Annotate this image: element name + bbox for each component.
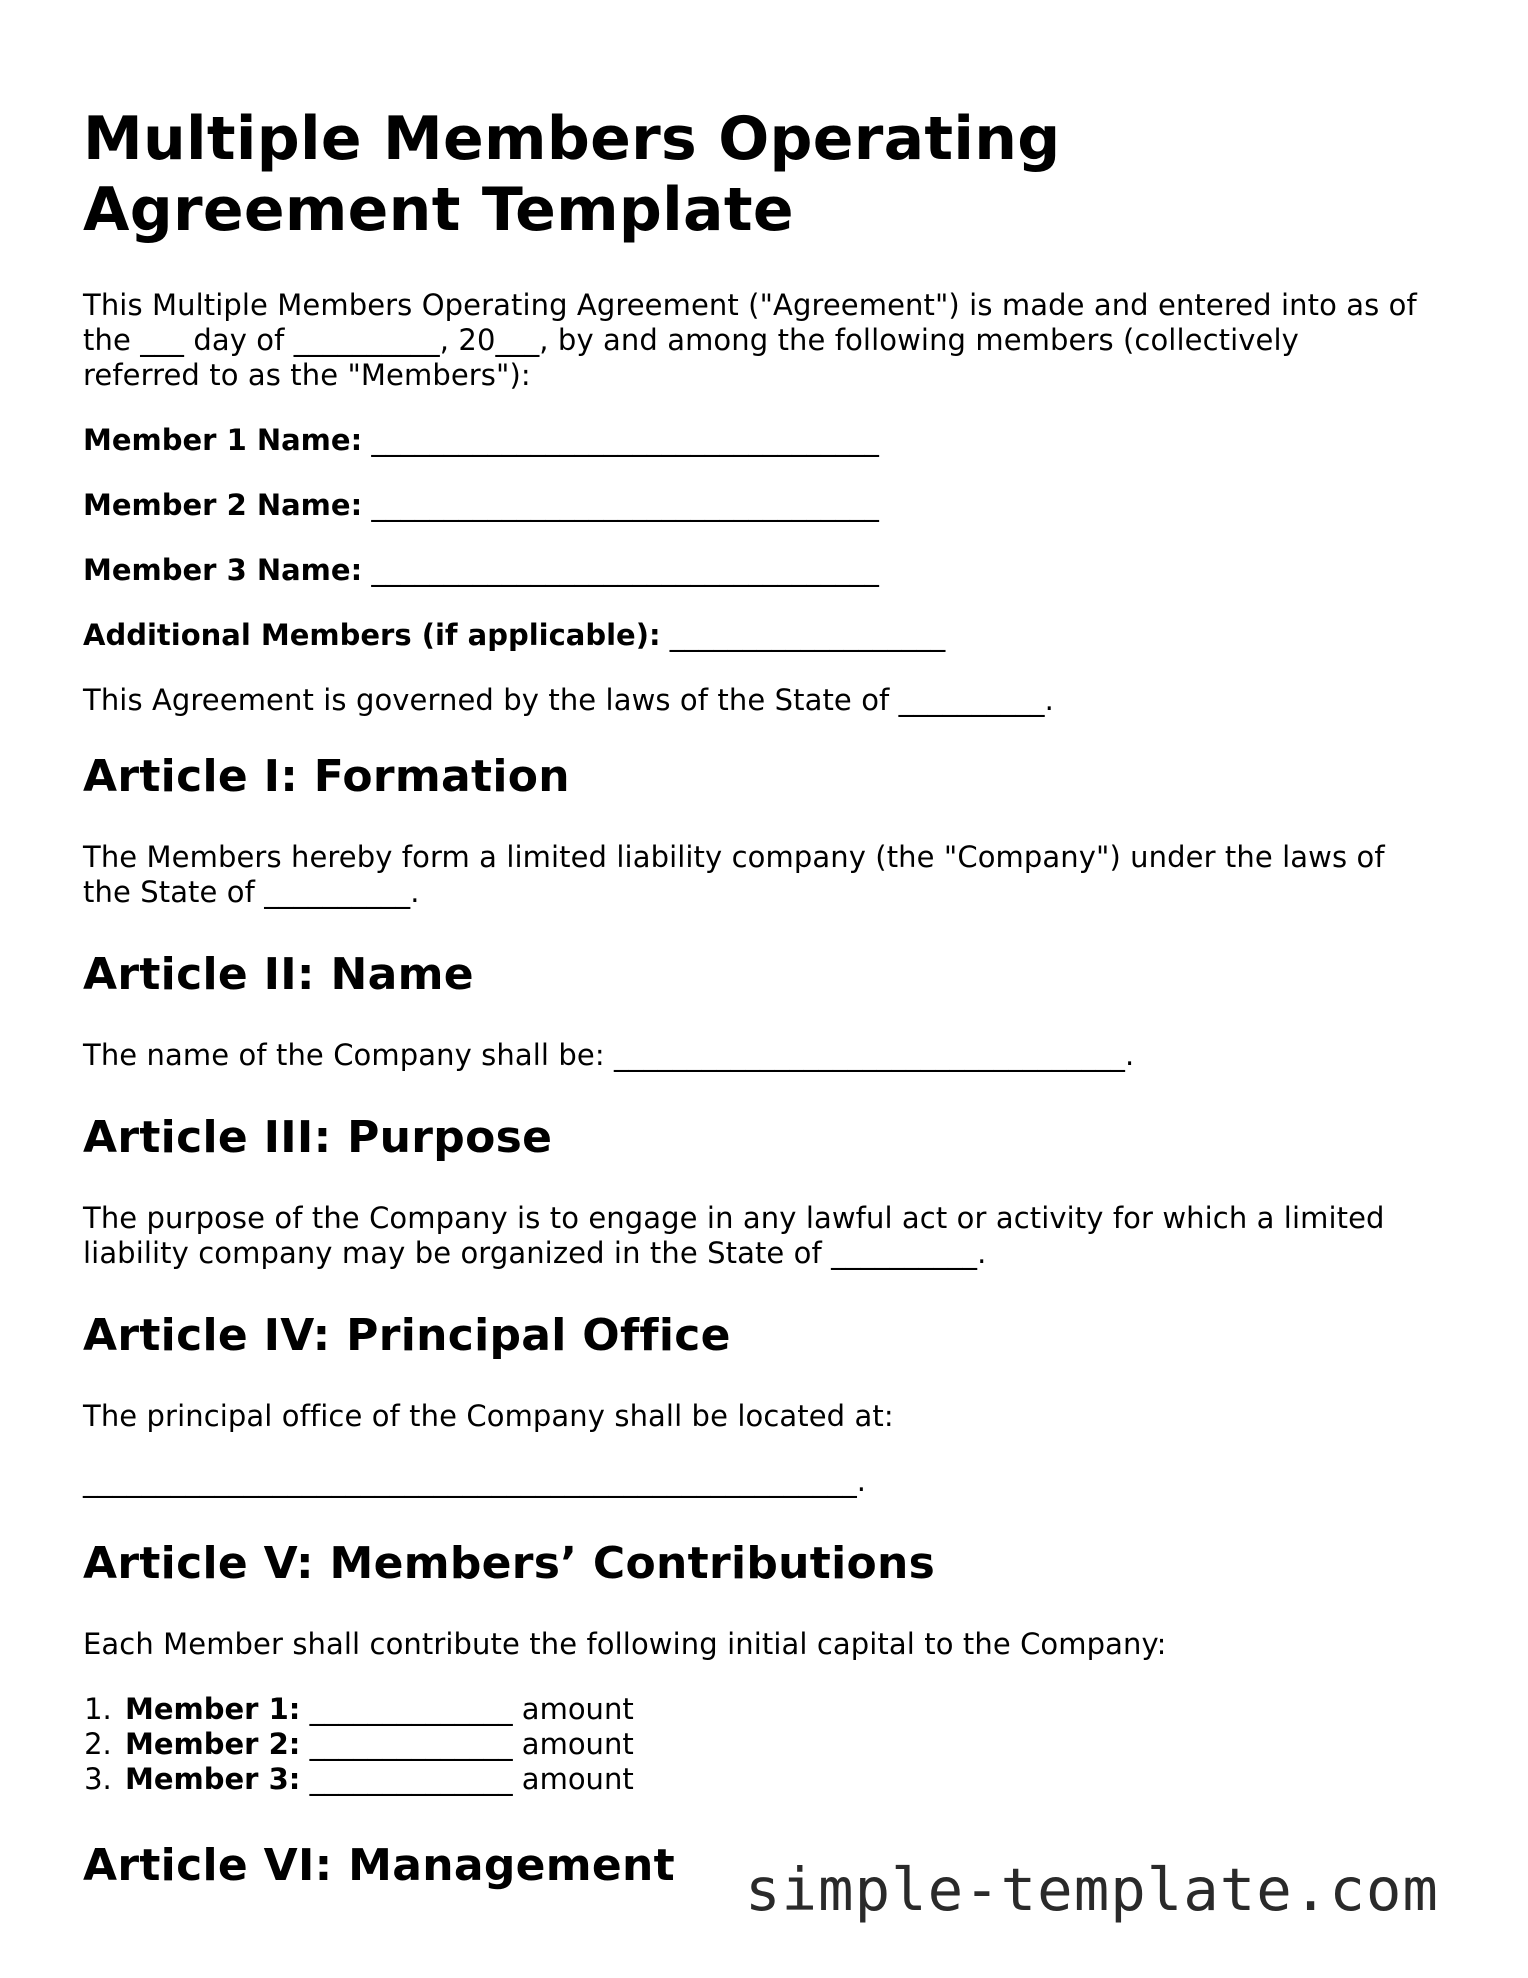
article-1-text: The Members hereby form a limited liability company (the "Company") under the laws of the State of __________. <box>83 840 1385 909</box>
contributions-list <box>83 1692 1423 1797</box>
article-2-heading: Article II: Name <box>83 949 474 1000</box>
article-1-heading: Article I: Formation <box>83 751 570 802</box>
article-4-heading: Article IV: Principal Office <box>83 1310 731 1361</box>
article-2-text: The name of the Company shall be: ___________________________________. <box>83 1038 1135 1072</box>
article-1 <box>83 750 1423 910</box>
list-item <box>121 1727 1423 1762</box>
article-4-address-blank: _____________________________________________________. <box>83 1464 867 1498</box>
member-3-blank: ___________________________________ <box>371 553 879 587</box>
additional-members-label: Additional Members (if applicable): <box>83 618 661 652</box>
article-3-heading: Article III: Purpose <box>83 1112 553 1163</box>
member-1-field <box>83 423 1423 458</box>
list-item <box>121 1692 1423 1727</box>
contribution-2-label: Member 2: <box>125 1727 301 1761</box>
member-1-label: Member 1 Name: <box>83 423 363 457</box>
article-5 <box>83 1537 1423 1797</box>
contribution-3-blank: ______________ <box>309 1762 513 1796</box>
contribution-2-blank: ______________ <box>309 1727 513 1761</box>
article-4 <box>83 1309 1423 1499</box>
document-page <box>83 104 1423 1929</box>
article-3-text: The purpose of the Company is to engage in any lawful act or activity for which a limited liability company may be organized in the State of __________. <box>83 1201 1385 1270</box>
article-5-text: Each Member shall contribute the following initial capital to the Company: <box>83 1627 1167 1661</box>
contribution-3-label: Member 3: <box>125 1762 301 1796</box>
watermark: simple-template.com <box>745 1855 1439 1924</box>
member-2-field <box>83 488 1423 523</box>
article-4-text: The principal office of the Company shall be located at: <box>83 1399 894 1433</box>
article-2 <box>83 948 1423 1073</box>
member-1-blank: ___________________________________ <box>371 423 879 457</box>
document-title: Multiple Members Operating Agreement Template <box>83 104 1061 245</box>
additional-members-blank: ___________________ <box>669 618 946 652</box>
contribution-1-label: Member 1: <box>125 1692 301 1726</box>
contribution-1-blank: ______________ <box>309 1692 513 1726</box>
article-5-heading: Article V: Members’ Contributions <box>83 1538 936 1589</box>
member-2-label: Member 2 Name: <box>83 488 363 522</box>
intro-paragraph: This Multiple Members Operating Agreement ("Agreement") is made and entered into as of the ___ day of __________, 20___, by and among the following members (collectively referred to as the "Members"): <box>83 288 1417 392</box>
member-3-field <box>83 553 1423 588</box>
article-3 <box>83 1111 1423 1271</box>
list-item <box>121 1762 1423 1797</box>
contribution-3-suffix: amount <box>521 1762 634 1796</box>
governing-law-paragraph: This Agreement is governed by the laws of the State of __________. <box>83 683 1054 717</box>
additional-members-field <box>83 618 1423 653</box>
member-3-label: Member 3 Name: <box>83 553 363 587</box>
member-2-blank: ___________________________________ <box>371 488 879 522</box>
contribution-1-suffix: amount <box>521 1692 634 1726</box>
contribution-2-suffix: amount <box>521 1727 634 1761</box>
article-6-heading: Article VI: Management <box>83 1840 676 1891</box>
